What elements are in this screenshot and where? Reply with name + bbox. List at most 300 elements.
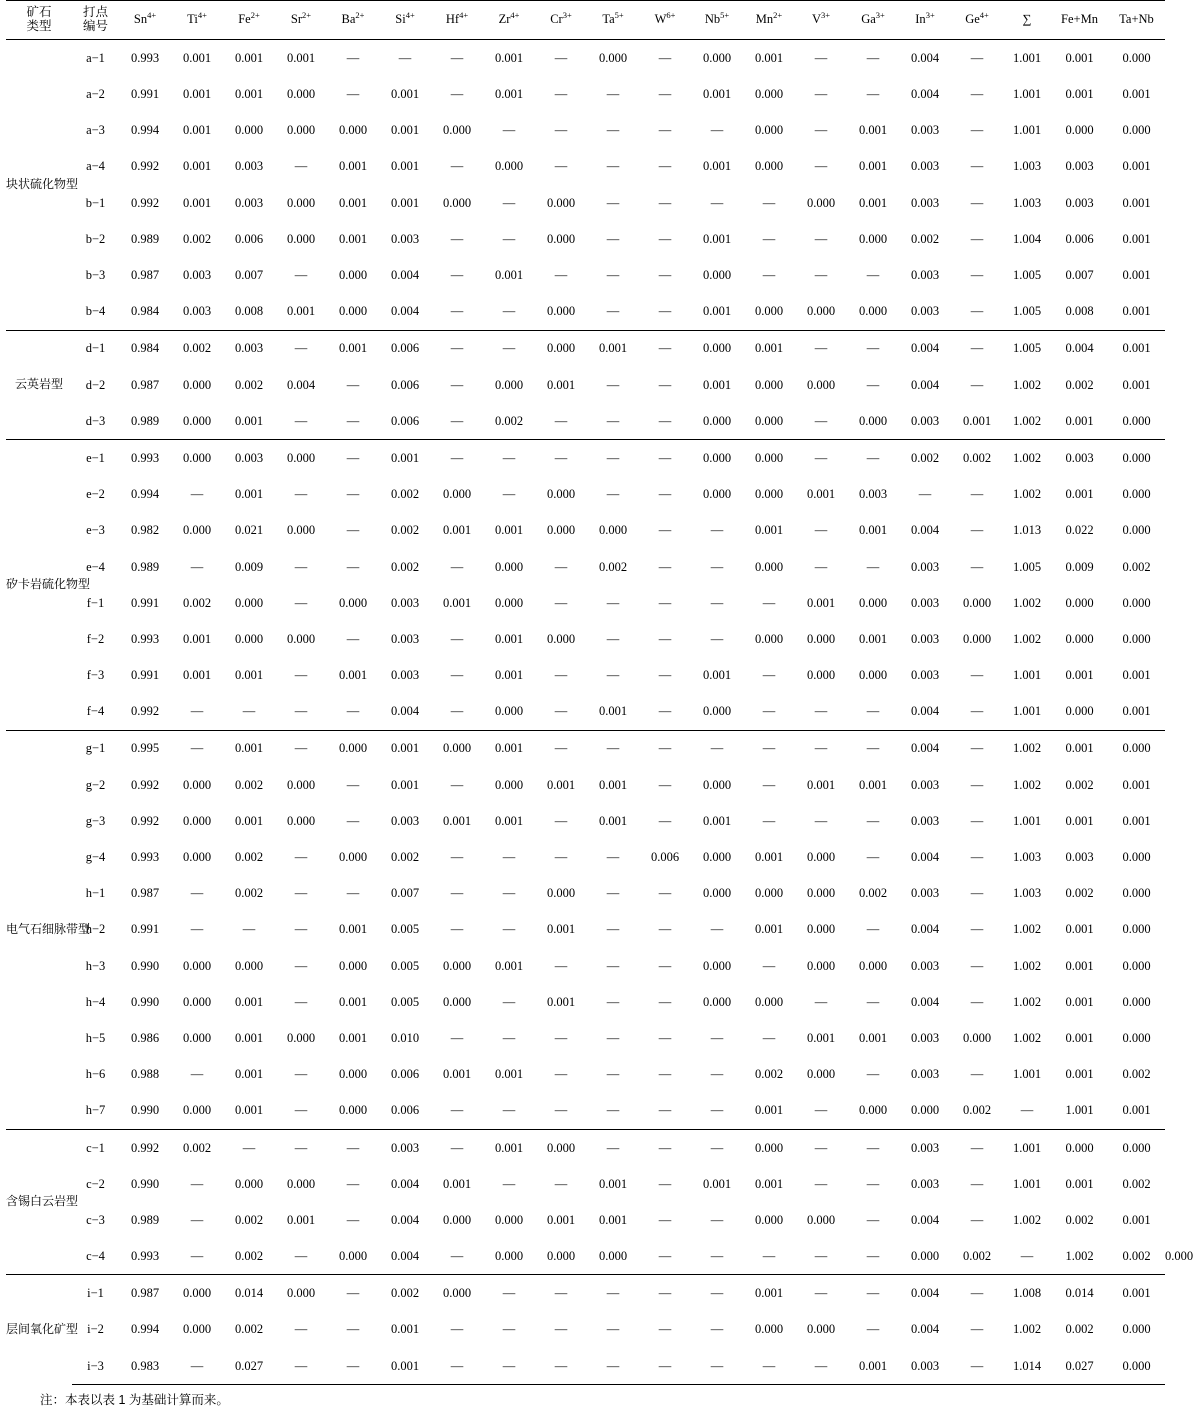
value-cell: —: [1020, 1103, 1034, 1118]
value-cell: —: [275, 730, 327, 767]
value-cell: —: [606, 994, 620, 1009]
value-cell: 0.003: [910, 777, 940, 792]
value-cell: 0.000: [743, 440, 795, 477]
value-cell: 0.003: [910, 195, 940, 210]
value-cell: 0.001: [858, 631, 888, 646]
value-cell: 0.001: [390, 777, 420, 792]
value-cell: 0.001: [338, 195, 368, 210]
value-cell: 0.000: [598, 523, 628, 538]
value-cell: 0.000: [338, 268, 368, 283]
value-cell: 0.001: [379, 1348, 431, 1385]
value-cell: —: [658, 50, 672, 65]
value-cell: 1.002: [1012, 922, 1042, 937]
value-cell: —: [346, 50, 360, 65]
value-cell: 0.000: [234, 631, 264, 646]
spot-number-cell: c−2: [86, 1176, 105, 1191]
value-cell: —: [554, 159, 568, 174]
value-cell: —: [814, 813, 828, 828]
value-cell: 0.001: [494, 813, 524, 828]
value-cell: 0.001: [546, 922, 576, 937]
value-cell: 0.000: [1122, 958, 1151, 973]
value-cell: 0.001: [1122, 777, 1151, 792]
value-cell: 0.001: [442, 1067, 472, 1082]
value-cell: 0.000: [286, 523, 316, 538]
value-cell: —: [294, 994, 308, 1009]
spot-number-cell: c−1: [72, 1129, 119, 1166]
value-cell: 1.001: [1012, 123, 1042, 138]
value-cell: 0.001: [754, 1176, 784, 1191]
value-cell: 0.000: [1122, 631, 1151, 646]
value-cell: 0.001: [494, 958, 524, 973]
value-cell: —: [190, 559, 204, 574]
value-cell: 0.000: [806, 377, 836, 392]
value-cell: 0.003: [910, 304, 940, 319]
value-cell: 0.001: [702, 377, 732, 392]
value-cell: —: [639, 730, 691, 767]
table-row: [6, 1166, 1165, 1202]
value-cell: —: [710, 559, 724, 574]
spot-number-cell: a−2: [86, 87, 105, 102]
value-cell: —: [658, 777, 672, 792]
value-cell: —: [658, 1322, 672, 1337]
value-cell: —: [847, 330, 899, 367]
value-cell: 0.000: [182, 1103, 212, 1118]
table-body: [6, 40, 1193, 1385]
value-cell: 0.000: [754, 487, 784, 502]
value-cell: 0.000: [286, 87, 316, 102]
value-cell: 1.001: [1012, 50, 1042, 65]
value-cell: 0.000: [286, 123, 316, 138]
value-cell: 0.003: [899, 1348, 951, 1385]
value-cell: 0.027: [223, 1348, 275, 1385]
value-cell: 0.002: [234, 850, 264, 865]
value-cell: 0.000: [754, 87, 784, 102]
value-cell: —: [918, 487, 932, 502]
value-cell: —: [658, 994, 672, 1009]
value-cell: 1.002: [1065, 1249, 1094, 1264]
table-row: [6, 40, 1165, 77]
value-cell: 0.001: [182, 195, 212, 210]
value-cell: —: [691, 1275, 743, 1312]
value-cell: 0.001: [1065, 413, 1094, 428]
value-cell: 0.000: [910, 1103, 940, 1118]
value-cell: 0.001: [754, 50, 784, 65]
value-cell: —: [866, 922, 880, 937]
value-cell: —: [502, 195, 516, 210]
value-cell: —: [606, 1067, 620, 1082]
value-cell: —: [294, 850, 308, 865]
table-row: [6, 149, 1165, 185]
table-row: [6, 948, 1165, 984]
value-cell: 0.992: [130, 813, 160, 828]
value-cell: 1.002: [1012, 1030, 1042, 1045]
value-cell: 0.006: [390, 413, 420, 428]
value-cell: 0.001: [743, 1275, 795, 1312]
spot-number-cell: g−4: [85, 850, 106, 865]
value-cell: 0.993: [130, 1249, 160, 1264]
value-cell: 0.001: [847, 1348, 899, 1385]
value-cell: —: [294, 668, 308, 683]
spot-number-cell: h−4: [85, 994, 106, 1009]
value-cell: 0.003: [234, 195, 264, 210]
value-cell: 0.000: [910, 1249, 940, 1264]
value-cell: 0.992: [130, 159, 160, 174]
value-cell: —: [691, 730, 743, 767]
value-cell: —: [346, 1176, 360, 1191]
value-cell: 0.000: [275, 1275, 327, 1312]
spot-number-cell: h−5: [85, 1030, 106, 1045]
table-row: [6, 403, 1165, 440]
value-cell: 0.001: [598, 1212, 628, 1227]
value-cell: —: [294, 1249, 308, 1264]
value-cell: —: [970, 704, 984, 719]
header-element-ge: $Ge^{4+}$: [951, 1, 1003, 40]
value-cell: 0.000: [182, 958, 212, 973]
value-cell: 0.000: [338, 595, 368, 610]
value-cell: 0.000: [754, 994, 784, 1009]
value-cell: 0.000: [806, 1212, 836, 1227]
value-cell: 0.002: [899, 440, 951, 477]
value-cell: —: [450, 304, 464, 319]
value-cell: —: [346, 631, 360, 646]
value-cell: 0.002: [1065, 886, 1094, 901]
value-cell: —: [970, 1322, 984, 1337]
value-cell: 0.002: [1122, 559, 1151, 574]
value-cell: —: [190, 1212, 204, 1227]
value-cell: —: [450, 1249, 464, 1264]
value-cell: —: [450, 886, 464, 901]
value-cell: 1.003: [1012, 159, 1042, 174]
header-element-si: $Si^{4+}$: [379, 1, 431, 40]
value-cell: —: [431, 440, 483, 477]
value-cell: 0.000: [598, 1249, 628, 1264]
spot-number-cell: a−3: [86, 123, 105, 138]
value-cell: —: [294, 704, 308, 719]
value-cell: 0.992: [119, 1129, 171, 1166]
value-cell: 0.003: [379, 1129, 431, 1166]
value-cell: 0.000: [546, 631, 576, 646]
value-cell: 0.000: [275, 440, 327, 477]
value-cell: —: [762, 813, 776, 828]
value-cell: 0.000: [702, 413, 732, 428]
value-cell: 0.988: [130, 1067, 160, 1082]
value-cell: 0.000: [598, 50, 628, 65]
value-cell: 0.002: [234, 1249, 264, 1264]
value-cell: 0.001: [598, 777, 628, 792]
value-cell: —: [554, 50, 568, 65]
header-element-hf: $Hf^{4+}$: [431, 1, 483, 40]
value-cell: —: [294, 922, 308, 937]
value-cell: —: [431, 1348, 483, 1385]
value-cell: 0.000: [702, 850, 732, 865]
value-cell: 1.002: [1012, 1322, 1042, 1337]
value-cell: 0.006: [1065, 231, 1094, 246]
value-cell: 0.001: [743, 330, 795, 367]
value-cell: 0.000: [1122, 123, 1151, 138]
value-cell: 0.001: [494, 631, 524, 646]
value-cell: 0.000: [754, 304, 784, 319]
value-cell: —: [710, 631, 724, 646]
value-cell: 0.000: [754, 631, 784, 646]
value-cell: 0.001: [858, 123, 888, 138]
value-cell: 0.000: [171, 440, 223, 477]
value-cell: 0.000: [754, 886, 784, 901]
value-cell: —: [554, 1176, 568, 1191]
value-cell: —: [951, 1348, 1003, 1385]
value-cell: —: [658, 1176, 672, 1191]
value-cell: 0.003: [910, 631, 940, 646]
value-cell: 0.004: [910, 1212, 940, 1227]
value-cell: 0.986: [130, 1030, 160, 1045]
value-cell: —: [795, 1348, 847, 1385]
value-cell: 0.001: [494, 1067, 524, 1082]
value-cell: 0.002: [379, 1275, 431, 1312]
value-cell: 0.002: [962, 1249, 992, 1264]
value-cell: 0.001: [702, 231, 732, 246]
table-row: c−4 0.993 — 0.002 — 0.000 0.004 — 0.000 0.000 0.000 — — — — — 0.000 0.002 — 1.002 0.002 0.000: [6, 1238, 1165, 1275]
value-cell: 0.004: [910, 922, 940, 937]
value-cell: 1.003: [1012, 195, 1042, 210]
value-cell: 0.003: [910, 668, 940, 683]
spot-number-cell: b−2: [85, 231, 106, 246]
value-cell: —: [554, 413, 568, 428]
value-cell: —: [346, 559, 360, 574]
value-cell: —: [294, 487, 308, 502]
value-cell: 0.000: [754, 123, 784, 138]
value-cell: 0.001: [1065, 922, 1094, 937]
table-row: [6, 367, 1165, 403]
value-cell: 0.001: [1065, 50, 1094, 65]
value-cell: 0.000: [806, 850, 836, 865]
value-cell: —: [658, 195, 672, 210]
value-cell: 0.001: [1122, 813, 1151, 828]
value-cell: 0.991: [130, 595, 160, 610]
value-cell: —: [658, 958, 672, 973]
value-cell: —: [502, 850, 516, 865]
value-cell: 0.001: [338, 994, 368, 1009]
value-cell: —: [450, 159, 464, 174]
value-cell: 0.001: [234, 50, 264, 65]
value-cell: 0.000: [535, 1129, 587, 1166]
value-cell: 0.000: [806, 1067, 836, 1082]
value-cell: 1.002: [1012, 631, 1042, 646]
value-cell: —: [294, 958, 308, 973]
value-cell: —: [554, 559, 568, 574]
value-cell: 0.992: [130, 777, 160, 792]
value-cell: —: [606, 668, 620, 683]
value-cell: 0.000: [442, 958, 472, 973]
value-cell: —: [814, 231, 828, 246]
value-cell: 1.004: [1012, 231, 1042, 246]
value-cell: —: [658, 704, 672, 719]
value-cell: 0.002: [962, 1103, 992, 1118]
value-cell: 0.003: [858, 487, 888, 502]
value-cell: 0.000: [442, 195, 472, 210]
value-cell: —: [639, 1348, 691, 1385]
value-cell: 0.987: [130, 886, 160, 901]
value-cell: —: [658, 231, 672, 246]
value-cell: —: [450, 922, 464, 937]
value-cell: 0.001: [483, 1129, 535, 1166]
value-cell: —: [190, 922, 204, 937]
spot-number-cell: e−1: [72, 440, 119, 477]
value-cell: 0.001: [1051, 730, 1108, 767]
table-row: [6, 185, 1165, 221]
value-cell: 0.987: [130, 377, 160, 392]
value-cell: —: [658, 487, 672, 502]
value-cell: —: [847, 730, 899, 767]
value-cell: 0.000: [806, 668, 836, 683]
value-cell: —: [431, 1129, 483, 1166]
value-cell: 1.002: [1012, 777, 1042, 792]
value-cell: 0.990: [130, 1176, 160, 1191]
value-cell: 0.001: [546, 1212, 576, 1227]
value-cell: 0.001: [1065, 87, 1094, 102]
value-cell: —: [450, 850, 464, 865]
table-row: [6, 440, 1165, 477]
value-cell: —: [450, 231, 464, 246]
value-cell: —: [450, 777, 464, 792]
value-cell: 0.001: [1122, 268, 1151, 283]
value-cell: 0.000: [1122, 994, 1151, 1009]
value-cell: —: [710, 1322, 724, 1337]
value-cell: 0.002: [234, 1322, 264, 1337]
value-cell: 0.000: [182, 1322, 212, 1337]
value-cell: 0.001: [1122, 668, 1151, 683]
value-cell: 1.002: [1012, 377, 1042, 392]
value-cell: —: [762, 958, 776, 973]
value-cell: —: [294, 595, 308, 610]
value-cell: 0.001: [806, 595, 836, 610]
value-cell: —: [502, 123, 516, 138]
value-cell: 0.000: [286, 195, 316, 210]
value-cell: —: [502, 1322, 516, 1337]
value-cell: 0.000: [546, 1249, 576, 1264]
spot-number-cell: f−3: [86, 668, 105, 683]
value-cell: —: [970, 487, 984, 502]
value-cell: 0.000: [182, 377, 212, 392]
value-cell: —: [294, 1103, 308, 1118]
value-cell: 1.001: [1065, 1103, 1094, 1118]
value-cell: —: [223, 1129, 275, 1166]
value-cell: 0.000: [858, 1103, 888, 1118]
value-cell: 0.001: [223, 730, 275, 767]
value-cell: 0.000: [286, 231, 316, 246]
value-cell: —: [242, 704, 256, 719]
header-fe-plus-mn: Fe+Mn: [1051, 1, 1108, 40]
value-cell: 0.001: [483, 730, 535, 767]
value-cell: 0.989: [130, 413, 160, 428]
value-cell: 1.001: [1012, 668, 1042, 683]
value-cell: 0.000: [234, 595, 264, 610]
value-cell: —: [587, 1275, 639, 1312]
value-cell: —: [606, 268, 620, 283]
value-cell: 0.989: [130, 559, 160, 574]
value-cell: —: [970, 850, 984, 865]
value-cell: 1.001: [1003, 1129, 1051, 1166]
value-cell: 0.994: [130, 1322, 160, 1337]
value-cell: 0.002: [1122, 1176, 1151, 1191]
value-cell: 0.000: [546, 231, 576, 246]
value-cell: —: [970, 87, 984, 102]
value-cell: 1.014: [1003, 1348, 1051, 1385]
spot-number-cell: c−3: [86, 1212, 105, 1227]
value-cell: —: [658, 1212, 672, 1227]
spot-number-cell: b−3: [85, 268, 106, 283]
value-cell: —: [710, 123, 724, 138]
value-cell: —: [847, 1275, 899, 1312]
value-cell: —: [658, 631, 672, 646]
value-cell: 0.003: [234, 159, 264, 174]
value-cell: —: [450, 377, 464, 392]
spot-number-cell: f−4: [86, 704, 105, 719]
value-cell: —: [346, 777, 360, 792]
value-cell: —: [743, 730, 795, 767]
value-cell: 1.005: [1012, 304, 1042, 319]
value-cell: 0.004: [899, 1275, 951, 1312]
value-cell: 0.989: [130, 1212, 160, 1227]
value-cell: —: [970, 159, 984, 174]
value-cell: 0.001: [858, 1030, 888, 1045]
value-cell: —: [606, 1103, 620, 1118]
value-cell: 0.991: [130, 87, 160, 102]
spot-number-cell: d−2: [85, 377, 106, 392]
value-cell: —: [346, 413, 360, 428]
value-cell: 0.003: [1065, 195, 1094, 210]
value-cell: —: [450, 50, 464, 65]
value-cell: 0.001: [182, 87, 212, 102]
value-cell: —: [970, 886, 984, 901]
spot-number-cell: c−4: [86, 1249, 105, 1264]
value-cell: —: [866, 1212, 880, 1227]
value-cell: 0.000: [546, 195, 576, 210]
value-cell: 0.002: [234, 377, 264, 392]
value-cell: 0.002: [951, 440, 1003, 477]
table-row: [6, 1020, 1165, 1056]
value-cell: 0.000: [1122, 850, 1151, 865]
value-cell: —: [554, 123, 568, 138]
value-cell: —: [606, 413, 620, 428]
value-cell: 0.000: [858, 413, 888, 428]
value-cell: —: [866, 1322, 880, 1337]
value-cell: 0.000: [858, 231, 888, 246]
value-cell: 0.002: [910, 231, 940, 246]
spot-number-cell: f−2: [86, 631, 105, 646]
value-cell: —: [294, 559, 308, 574]
spot-number-cell: i−3: [72, 1348, 119, 1385]
value-cell: 0.000: [754, 559, 784, 574]
table-row: [6, 549, 1165, 585]
value-cell: —: [658, 268, 672, 283]
value-cell: —: [658, 1103, 672, 1118]
value-cell: 0.001: [286, 50, 316, 65]
value-cell: —: [762, 195, 776, 210]
value-cell: —: [554, 595, 568, 610]
value-cell: —: [762, 268, 776, 283]
value-cell: 0.003: [390, 631, 420, 646]
value-cell: —: [970, 123, 984, 138]
value-cell: —: [970, 559, 984, 574]
value-cell: —: [554, 1030, 568, 1045]
value-cell: 0.000: [182, 777, 212, 792]
value-cell: 0.003: [910, 813, 940, 828]
value-cell: —: [710, 1212, 724, 1227]
value-cell: —: [554, 813, 568, 828]
value-cell: 0.022: [1065, 523, 1094, 538]
value-cell: —: [294, 1322, 308, 1337]
value-cell: —: [814, 523, 828, 538]
value-cell: —: [658, 159, 672, 174]
